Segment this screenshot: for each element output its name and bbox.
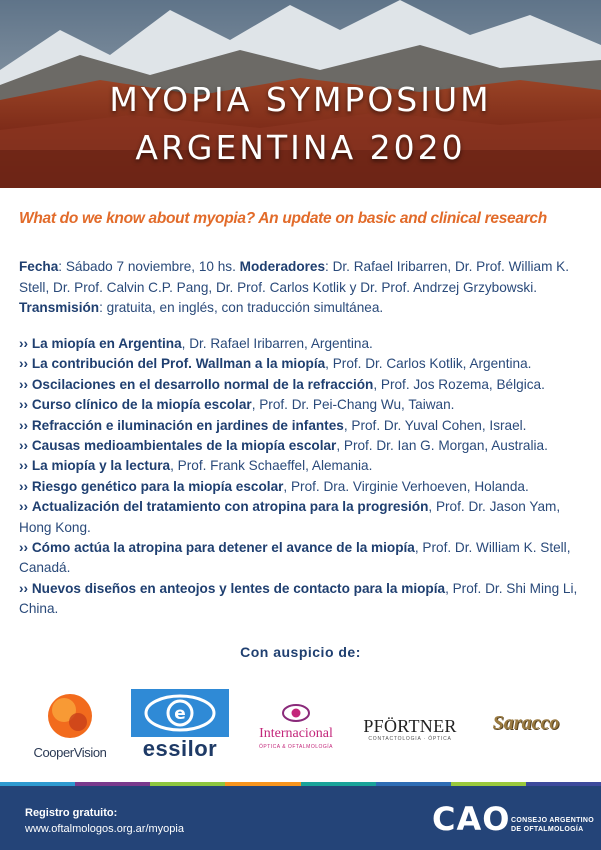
internacional-name: Internacional bbox=[259, 726, 333, 741]
talk-speaker: , Prof. Dr. Jason Yam, Hong Kong. bbox=[19, 499, 561, 535]
talk-speaker: , Prof. Dr. Pei-Chang Wu, Taiwan. bbox=[251, 397, 455, 413]
coopervision-name: CooperVision bbox=[33, 745, 107, 760]
talk-title: Causas medioambientales de la miopía escolar bbox=[31, 438, 337, 454]
essilor-name: essilor bbox=[142, 736, 218, 761]
event-subtitle: What do we know about myopia? An update on basic and clinical research bbox=[19, 210, 547, 227]
talk-speaker: , Prof. Dr. Ian G. Morgan, Australia. bbox=[336, 438, 548, 454]
talk-speaker: , Prof. Dr. Shi Ming Li, China. bbox=[19, 580, 578, 617]
portner-name: PFÖRTNER bbox=[363, 716, 457, 736]
talk-speaker: , Prof. Dr. William K. Stell, Canadá. bbox=[19, 540, 571, 576]
talk-speaker: , Prof. Dra. Virginie Verhoeven, Holanda. bbox=[283, 478, 529, 494]
header-banner bbox=[0, 0, 601, 188]
portner-logo bbox=[360, 716, 460, 746]
talk-item bbox=[19, 375, 589, 395]
talk-title: Oscilaciones en el desarrollo normal de la refracción bbox=[31, 376, 374, 392]
coopervision-logo bbox=[28, 690, 112, 762]
talk-bullet: ›› bbox=[19, 540, 29, 556]
talk-item bbox=[19, 416, 589, 436]
portner-tagline: CONTACTOLOGIA · ÓPTICA bbox=[368, 736, 452, 742]
essilor-box bbox=[131, 689, 229, 737]
transmision-value: : gratuita, en inglés, con traducción simultánea. bbox=[99, 300, 384, 315]
coopervision-mark-icon bbox=[28, 690, 112, 746]
moderadores-value: : Dr. Rafael Iribarren, Dr. Prof. William K. Stell, Dr. Prof. Calvin C.P. Pang, Dr. Prof. Carlos Kotlik y Dr. Prof. Andrzej Grzybowski. bbox=[19, 259, 570, 295]
sponsors-label: Con auspicio de: bbox=[240, 644, 361, 660]
saracco-name: Saracco bbox=[492, 712, 560, 734]
talk-title: Curso clínico de la miopía escolar bbox=[31, 397, 252, 413]
cao-name-line2: DE OFTALMOLOGÍA bbox=[511, 826, 584, 833]
talk-title: La contribución del Prof. Wallman a la miopía bbox=[31, 356, 326, 372]
talk-item bbox=[19, 436, 589, 456]
talk-bullet: ›› bbox=[19, 499, 29, 515]
talk-title: Refracción e iluminación en jardines de infantes bbox=[31, 417, 344, 433]
internacional-tagline: ÓPTICA & OFTALMOLOGÍA bbox=[258, 744, 334, 750]
cao-name-line1: CONSEJO ARGENTINO bbox=[511, 817, 595, 824]
event-title-line2: ARGENTINA 2020 bbox=[135, 128, 466, 167]
registration-label: Registro gratuito: bbox=[25, 807, 118, 819]
talk-item bbox=[19, 477, 589, 497]
fecha-value: : Sábado 7 noviembre, 10 hs. bbox=[58, 259, 240, 274]
talk-title: Nuevos diseños en anteojos y lentes de contacto para la miopía bbox=[31, 580, 446, 596]
internacional-eye-icon bbox=[244, 702, 348, 724]
talk-item bbox=[19, 538, 589, 579]
talk-item bbox=[19, 456, 589, 476]
talk-list bbox=[19, 334, 589, 620]
talk-bullet: ›› bbox=[19, 397, 29, 413]
talk-bullet: ›› bbox=[19, 376, 29, 392]
talk-title: Cómo actúa la atropina para detener el avance de la miopía bbox=[31, 540, 415, 556]
talk-speaker: , Prof. Frank Schaeffel, Alemania. bbox=[170, 458, 373, 474]
registration-url: www.oftalmologos.org.ar/myopia bbox=[25, 823, 184, 835]
cao-logo: CAO bbox=[432, 800, 511, 838]
moderadores-label: Moderadores bbox=[239, 259, 326, 274]
talk-bullet: ›› bbox=[19, 336, 29, 351]
event-info bbox=[19, 257, 585, 319]
essilor-eye-icon bbox=[131, 689, 229, 737]
talk-title: La miopía en Argentina bbox=[31, 336, 182, 351]
talk-speaker: , Prof. Dr. Yuval Cohen, Israel. bbox=[343, 417, 527, 433]
talk-item bbox=[19, 395, 589, 415]
transmision-label: Transmisión bbox=[19, 300, 100, 315]
talk-item bbox=[19, 334, 589, 354]
talk-item bbox=[19, 579, 589, 620]
footer bbox=[0, 786, 601, 850]
talk-speaker: , Prof. Jos Rozema, Bélgica. bbox=[373, 376, 545, 392]
talk-bullet: ›› bbox=[19, 417, 29, 433]
fecha-label: Fecha bbox=[19, 259, 59, 274]
talk-speaker: , Dr. Rafael Iribarren, Argentina. bbox=[181, 336, 373, 351]
saracco-logo bbox=[476, 712, 576, 740]
talk-bullet: ›› bbox=[19, 580, 29, 596]
event-title-line1: MYOPIA SYMPOSIUM bbox=[109, 80, 492, 119]
talk-title: La miopía y la lectura bbox=[31, 458, 171, 474]
essilor-logo bbox=[131, 689, 229, 761]
cao-name bbox=[511, 816, 594, 834]
talk-bullet: ›› bbox=[19, 478, 29, 494]
svg-text:e: e bbox=[174, 704, 186, 724]
talk-bullet: ›› bbox=[19, 458, 29, 474]
talk-item bbox=[19, 354, 589, 374]
internacional-logo bbox=[244, 702, 348, 754]
talk-title: Actualización del tratamiento con atropina para la progresión bbox=[31, 499, 429, 515]
talk-speaker: , Prof. Dr. Carlos Kotlik, Argentina. bbox=[325, 356, 532, 372]
talk-title: Riesgo genético para la miopía escolar bbox=[31, 478, 284, 494]
talk-item bbox=[19, 497, 589, 538]
talk-bullet: ›› bbox=[19, 438, 29, 454]
talk-bullet: ›› bbox=[19, 356, 29, 372]
